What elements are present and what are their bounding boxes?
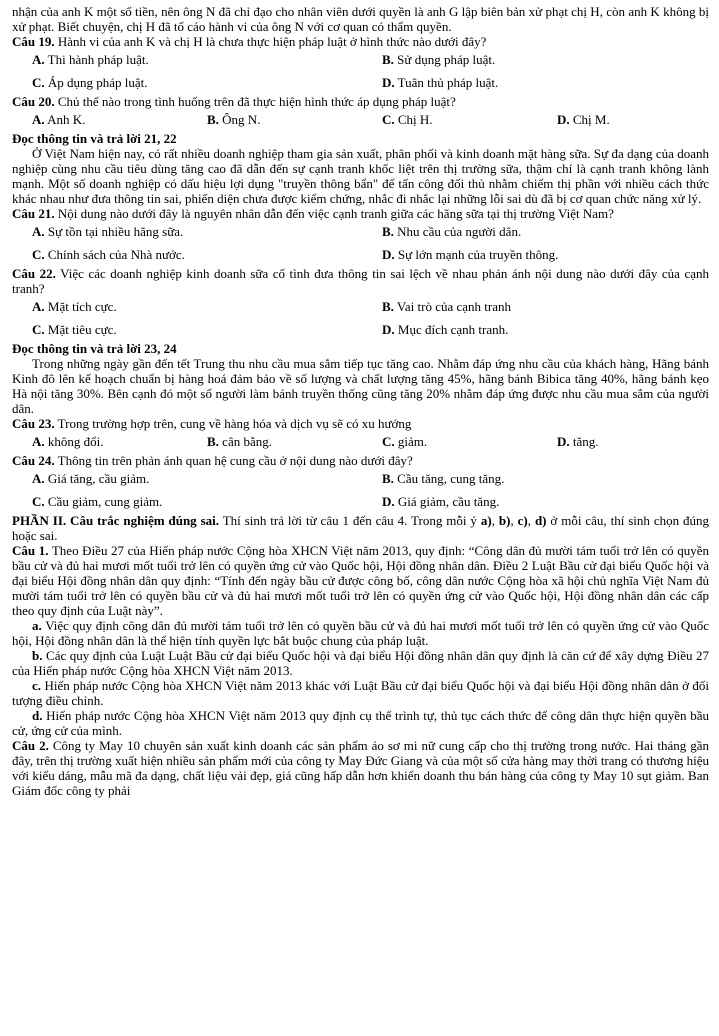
section-heading-21-22: Đọc thông tin và trả lời 21, 22 [12,131,177,146]
option-c: C. Mặt tiêu cực. [32,322,117,337]
part-2-title: PHẦN II. Câu trắc nghiệm đúng sai. [12,513,220,528]
option-b: B. Cầu tăng, cung tăng. [382,471,505,486]
question-number: Câu 19. [12,34,55,49]
option-d: D. Giá giảm, cầu tăng. [382,494,500,509]
question-number: Câu 20. [12,94,55,109]
option-a: A. Sự tồn tại nhiều hãng sữa. [32,224,184,239]
question-24-options [12,471,709,510]
option-d: D. Tuân thủ pháp luật. [382,75,499,90]
option-d: D. Chị M. [557,112,610,127]
reading-passage-23-24: Trong những ngày gần đến tết Trung thu nhu cầu mua sắm tiếp tục tăng cao. Nhằm đáp ứng nhu cầu của khách hàng, Hãng bánh Kinh đô lên kế hoạch chuẩn bị hàng hoá đảm bảo về số lượng và chất lượng tăng 45%, hãng bánh Bibica tăng 40%, hãng bánh kẹo Hà nội tăng 30%. Bên cạnh đó một số người làm bánh truyền thống cũng tăng 20% nhằm đáp ứng được nhu cầu mua sắm của người dân. [12,356,709,416]
option-c: C. Chị H. [382,112,433,127]
question-21-options [12,224,709,263]
option-b: B. Vai trò của cạnh tranh [382,299,511,314]
question-number: Câu 2. [12,738,49,753]
intro-paragraph: nhận của anh K một số tiền, nên ông N đã chỉ đạo cho nhân viên dưới quyền là anh G lập biên bản xử phạt chị H, còn anh K không bị xử phạt. Biết chuyện, chị H đã tố cáo hành vi của ông N với cơ quan có thẩm quyền. [12,4,709,34]
option-b: B. Ông N. [207,112,261,127]
statement-a: a. Việc quy định công dân đủ mười tám tuổi trở lên có quyền bầu cử và đủ hai mươi mốt tuổi trở lên có quyền ứng cử vào Quốc hội, Hội đồng nhân dân là thể hiện tính quyền lực bắt buộc chung của pháp luật. [12,618,709,648]
section-heading-23-24: Đọc thông tin và trả lời 23, 24 [12,341,177,356]
option-c: C. Chính sách của Nhà nước. [32,247,185,262]
question-text: Công ty May 10 chuyên sản xuất kinh doanh các sản phẩm áo sơ mi nữ cung cấp cho thị trường trong nước. Hai tháng gần đây, trên thị trường xuất hiện nhiều sản phẩm mới của công ty May Đức Giang và của một số cửa hàng may thời trang có thương hiệu với kiểu dáng, mẫu mã đa dạng, chất liệu vải đẹp, giá cũng hấp dẫn hơn khiến doanh thu bán hàng của công ty May 10 sụt giảm. Ban Giám đốc công ty phải [12,738,709,798]
question-text: Việc các doanh nghiệp kinh doanh sữa cố tình đưa thông tin sai lệch về nhau phản ánh nội dung nào dưới đây của cạnh tranh? [12,266,710,296]
question-text: Theo Điều 27 của Hiến pháp nước Cộng hòa XHCN Việt năm 2013, quy định: “Công dân đủ mười tám tuổi trở lên có quyền bầu cử và đủ hai mươi mốt tuổi trở lên có quyền ứng cử vào Quốc hội, Hội đồng nhân dân. Điều 2 Luật Bầu cử đại biểu Quốc hội và đại biểu Hội đồng nhân dân quy định: “Tính đến ngày bầu cử được công bố, công dân nước Cộng hòa xã hội chủ nghĩa Việt Nam đủ mười tám tuổi trở lên có quyền bầu cử và đủ hai mươi mốt tuổi trở lên có quyền ứng cử vào Quốc hội, Hội đồng nhân dân các cấp theo quy định của Luật này”. [12,543,709,618]
question-text: Chủ thể nào trong tình huống trên đã thực hiện hình thức áp dụng pháp luật? [54,94,456,109]
statement-c: c. Hiến pháp nước Cộng hòa XHCN Việt năm 2013 khác với Luật Bầu cử đại biểu Quốc hội và đại biểu Hội đồng nhân dân ở đối tượng điều chỉnh. [12,678,709,708]
question-24 [12,453,709,468]
question-number: Câu 1. [12,543,49,558]
question-20 [12,94,709,109]
statement-b: b. Các quy định của Luật Luật Bầu cử đại biểu Quốc hội và đại biểu Hội đồng nhân dân quy định là căn cứ để xây dựng Điều 27 của Hiến pháp nước Cộng hòa XHCN Việt năm 2013. [12,648,709,678]
option-c: C. Cầu giảm, cung giảm. [32,494,163,509]
question-19-options [12,52,709,91]
question-number: Câu 21. [12,206,55,221]
option-c: C. Áp dụng pháp luật. [32,75,148,90]
question-text: Trong trường hợp trên, cung về hàng hóa và dịch vụ sẽ có xu hướng [54,416,412,431]
question-22-options [12,299,709,338]
question-text: Hành vi của anh K và chị H là chưa thực hiện pháp luật ở hình thức nào dưới đây? [54,34,487,49]
question-number: Câu 24. [12,453,55,468]
question-19 [12,34,709,49]
option-a: A. Giá tăng, cầu giảm. [32,471,150,486]
question-22 [12,266,709,296]
option-d: D. Mục đích cạnh tranh. [382,322,509,337]
option-d: D. Sự lớn mạnh của truyền thông. [382,247,559,262]
option-a: A. không đổi. [32,434,104,449]
option-b: B. Nhu cầu của người dân. [382,224,522,239]
option-b: B. Sử dụng pháp luật. [382,52,496,67]
statement-d: d. Hiến pháp nước Cộng hòa XHCN Việt năm 2013 quy định cụ thể trình tự, thủ tục cách thức để công dân thực hiện quyền bầu cử, ứng cử của mình. [12,708,709,738]
reading-passage-21-22: Ở Việt Nam hiện nay, có rất nhiều doanh nghiệp tham gia sản xuất, phân phối và kinh doanh mặt hàng sữa. Sự đa dạng của doanh nghiệp cùng nhu cầu tiêu dùng tăng cao đã dẫn đến sự cạnh tranh khốc liệt trên thị trường sữa, thậm chí là cạnh tranh không lành mạnh. Một số doanh nghiệp có dấu hiệu lợi dụng "truyền thông bẩn" để tấn công đối thủ nhằm chiếm thị phần với nhiều cách thức khác nhau như đưa thông tin sai, phiến diện chưa được kiểm chứng, nhắc đi nhắc lại những lỗi sai dù đã bị cơ quan chức năng xử lý. [12,146,709,206]
question-text: Thông tin trên phản ánh quan hệ cung cầu ở nội dung nào dưới đây? [54,453,413,468]
option-a: A. Thi hành pháp luật. [32,52,149,67]
part-2-heading: PHẦN II. Câu trắc nghiệm đúng sai. Thí sinh trả lời từ câu 1 đến câu 4. Trong mỗi ý a), b), c), d) ở mỗi câu, thí sinh chọn đúng hoặc sai. [12,513,710,543]
option-d: D. tăng. [557,434,599,449]
question-number: Câu 23. [12,416,55,431]
option-a: A. Mặt tích cực. [32,299,117,314]
option-b: B. cân bằng. [207,434,272,449]
true-false-question-1 [12,543,709,618]
true-false-question-2 [12,738,709,798]
question-21 [12,206,709,221]
option-a: A. Anh K. [32,112,86,127]
question-23 [12,416,709,431]
question-text: Nội dung nào dưới đây là nguyên nhân dẫn đến việc cạnh tranh giữa các hãng sữa tại thị trường Việt Nam? [54,206,614,221]
option-c: C. giảm. [382,434,428,449]
question-number: Câu 22. [12,266,56,281]
question-23-options [12,434,709,450]
question-20-options [12,112,709,128]
